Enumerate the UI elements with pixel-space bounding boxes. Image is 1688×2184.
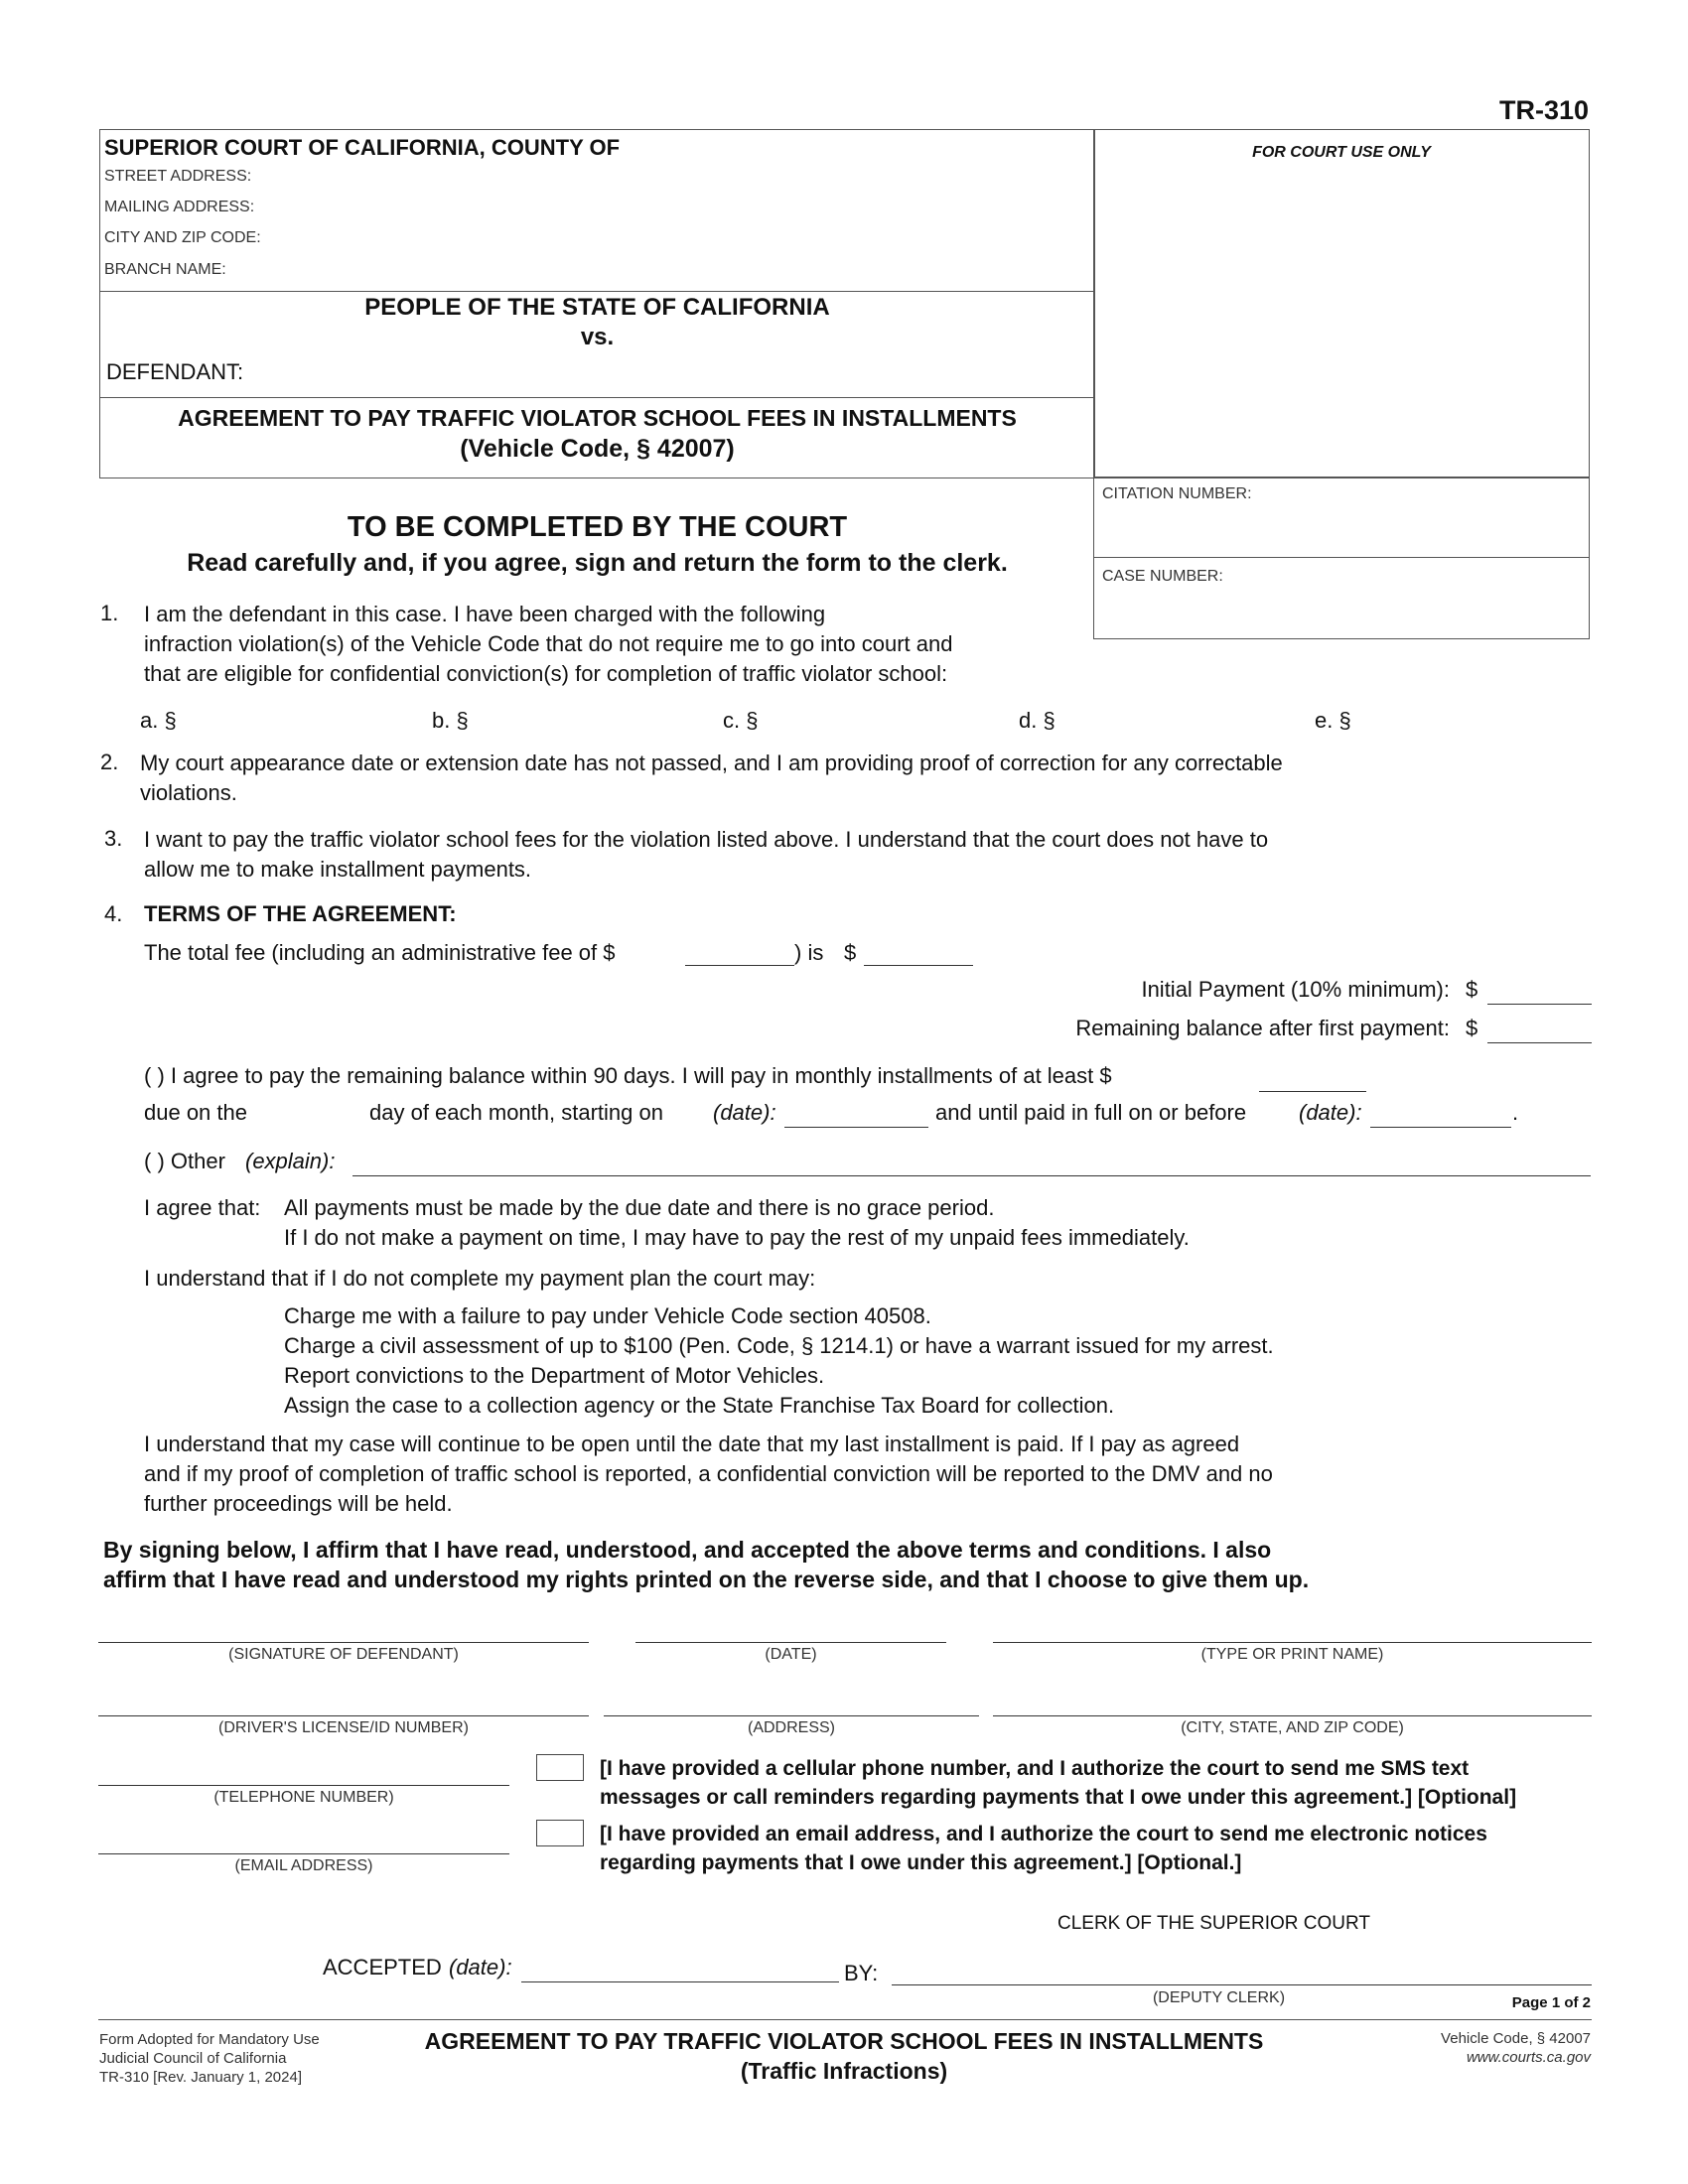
- period: .: [1512, 1100, 1519, 1125]
- telephone-line[interactable]: [98, 1785, 509, 1786]
- footer-title: AGREEMENT TO PAY TRAFFIC VIOLATOR SCHOOL FEES IN INSTALLMENTS: [424, 2028, 1264, 2054]
- installment-amount-line[interactable]: [1259, 1091, 1366, 1092]
- form-title: AGREEMENT TO PAY TRAFFIC VIOLATOR SCHOOL FEES IN INSTALLMENTS: [178, 405, 1017, 431]
- text-line: I understand that my case will continue to be open until the date that my last installment is paid. If I pay as agreed: [144, 1432, 1240, 1456]
- violation-c: c. §: [723, 708, 759, 733]
- date-line[interactable]: [635, 1642, 946, 1643]
- footer-divider: [98, 2019, 1592, 2020]
- affirm-text: [103, 1535, 1309, 1594]
- court-use-box: [1093, 129, 1590, 478]
- text-line: [I have provided a cellular phone number, and I authorize the court to send me SMS text: [600, 1757, 1470, 1780]
- start-date-line[interactable]: [784, 1127, 928, 1128]
- admin-fee-line[interactable]: [685, 965, 794, 966]
- item-1-text: [144, 600, 952, 689]
- text-line: My court appearance date or extension date has not passed, and I am providing proof of correction for any correctable: [140, 751, 1283, 775]
- branch-name-label: BRANCH NAME:: [104, 261, 226, 278]
- item-number: 4.: [104, 901, 123, 926]
- explain-line[interactable]: [352, 1175, 1591, 1176]
- signature-caption: (SIGNATURE OF DEFENDANT): [228, 1646, 459, 1663]
- divider: [1093, 557, 1590, 558]
- city-caption: (CITY, STATE, AND ZIP CODE): [1181, 1719, 1404, 1736]
- email-line[interactable]: [98, 1853, 509, 1854]
- text-line: and if my proof of completion of traffic school is reported, a confidential conviction will be reported to the DMV and no: [144, 1461, 1273, 1486]
- court-use-label: FOR COURT USE ONLY: [1252, 144, 1431, 161]
- text-line: infraction violation(s) of the Vehicle Code that do not require me to go into court and: [144, 631, 953, 656]
- item-number: 1.: [100, 601, 119, 625]
- violation-d: d. §: [1019, 708, 1055, 733]
- text-line: regarding payments that I owe under this agreement.] [Optional.]: [600, 1851, 1242, 1874]
- text-line: [I have provided an email address, and I authorize the court to send me electronic notices: [600, 1823, 1487, 1845]
- item-3-text: [144, 825, 1268, 885]
- item-2-text: [140, 749, 1283, 808]
- section-heading: TO BE COMPLETED BY THE COURT: [347, 511, 848, 543]
- due-on-label: due on the: [144, 1100, 247, 1125]
- text-line: that are eligible for confidential conviction(s) for completion of traffic violator school:: [144, 661, 948, 686]
- text-line: By signing below, I affirm that I have read, understood, and accepted the above terms and conditions. I also: [103, 1537, 1272, 1563]
- page-number: Page 1 of 2: [1511, 1994, 1591, 2011]
- date-caption: (DATE): [765, 1646, 817, 1663]
- total-fee-line[interactable]: [864, 965, 973, 966]
- remaining-balance-label: Remaining balance after first payment:: [1075, 1016, 1450, 1040]
- list-item: Assign the case to a collection agency or the State Franchise Tax Board for collection.: [284, 1393, 1115, 1418]
- print-name-line[interactable]: [993, 1642, 1592, 1643]
- print-name-caption: (TYPE OR PRINT NAME): [1200, 1646, 1384, 1663]
- case-open-text: [144, 1430, 1273, 1519]
- sms-consent-checkbox[interactable]: [536, 1754, 584, 1781]
- email-consent-text: [600, 1820, 1487, 1877]
- footer-code: Vehicle Code, § 42007: [1441, 2030, 1591, 2047]
- mailing-address-label: MAILING ADDRESS:: [104, 199, 255, 215]
- text-line: Judicial Council of California: [99, 2050, 287, 2067]
- until-paid-label: and until paid in full on or before: [935, 1100, 1247, 1125]
- email-consent-checkbox[interactable]: [536, 1820, 584, 1846]
- accepted-date-label: (date):: [449, 1955, 512, 1979]
- text-line: violations.: [140, 780, 237, 805]
- understand-label: I understand that if I do not complete my payment plan the court may:: [144, 1266, 816, 1291]
- divider: [99, 291, 1095, 292]
- day-of-month-label: day of each month, starting on: [369, 1100, 663, 1125]
- citation-number-label: CITATION NUMBER:: [1102, 485, 1252, 502]
- list-item: Charge a civil assessment of up to $100 (Pen. Code, § 1214.1) or have a warrant issued for my arrest.: [284, 1333, 1274, 1358]
- remaining-balance-line[interactable]: [1487, 1042, 1592, 1043]
- case-number-label: CASE NUMBER:: [1102, 568, 1223, 585]
- defendant-label: DEFENDANT:: [106, 359, 244, 384]
- text-line: allow me to make installment payments.: [144, 857, 532, 882]
- initial-payment-line[interactable]: [1487, 1004, 1592, 1005]
- item-number: 3.: [104, 826, 123, 851]
- footer-subtitle: (Traffic Infractions): [740, 2058, 948, 2084]
- section-subheading: Read carefully and, if you agree, sign and return the form to the clerk.: [187, 549, 1008, 577]
- consequence-list: [284, 1301, 1274, 1421]
- end-date-line[interactable]: [1370, 1127, 1511, 1128]
- city-line[interactable]: [993, 1715, 1592, 1716]
- court-title: SUPERIOR COURT OF CALIFORNIA, COUNTY OF: [104, 135, 621, 160]
- violation-e: e. §: [1315, 708, 1351, 733]
- footer-website[interactable]: www.courts.ca.gov: [1466, 2049, 1591, 2066]
- agree-text: All payments must be made by the due date and there is no grace period.: [284, 1195, 995, 1220]
- deputy-clerk-line[interactable]: [892, 1984, 1592, 1985]
- address-caption: (ADDRESS): [747, 1719, 835, 1736]
- form-title-code: (Vehicle Code, § 42007): [460, 435, 735, 463]
- deputy-clerk-caption: (DEPUTY CLERK): [1152, 1989, 1286, 2006]
- initial-payment-label: Initial Payment (10% minimum):: [1141, 977, 1450, 1002]
- address-line[interactable]: [604, 1715, 979, 1716]
- people-title: PEOPLE OF THE STATE OF CALIFORNIA: [364, 294, 830, 321]
- text-line: I want to pay the traffic violator school fees for the violation listed above. I understand that the court does not have to: [144, 827, 1269, 852]
- dollar-sign: $: [844, 940, 857, 965]
- date-label: (date):: [713, 1100, 776, 1125]
- clerk-heading: CLERK OF THE SUPERIOR COURT: [1057, 1913, 1370, 1934]
- text-line: affirm that I have read and understood my rights printed on the reverse side, and that I choose to give them up.: [103, 1567, 1310, 1592]
- violation-b: b. §: [432, 708, 469, 733]
- text-line: further proceedings will be held.: [144, 1491, 453, 1516]
- dollar-sign: $: [1466, 1016, 1478, 1040]
- text-line: Form Adopted for Mandatory Use: [99, 2031, 320, 2048]
- violation-a: a. §: [140, 708, 177, 733]
- agree-label: I agree that:: [144, 1195, 261, 1220]
- explain-label: (explain):: [245, 1149, 336, 1173]
- vs-label: vs.: [580, 324, 615, 350]
- total-fee-label: The total fee (including an administrative fee of $: [144, 940, 616, 965]
- accepted-label: ACCEPTED: [323, 1955, 442, 1979]
- adoption-info: [99, 2030, 320, 2087]
- text-line: messages or call reminders regarding payments that I owe under this agreement.] [Optional]: [600, 1786, 1517, 1809]
- sms-consent-text: [600, 1754, 1516, 1812]
- telephone-caption: (TELEPHONE NUMBER): [213, 1789, 394, 1806]
- license-line[interactable]: [98, 1715, 589, 1716]
- list-item: Charge me with a failure to pay under Vehicle Code section 40508.: [284, 1303, 931, 1328]
- divider: [99, 397, 1095, 398]
- date-label: (date):: [1299, 1100, 1362, 1125]
- email-caption: (EMAIL ADDRESS): [234, 1857, 373, 1874]
- signature-line[interactable]: [98, 1642, 589, 1643]
- text-line: I am the defendant in this case. I have been charged with the following: [144, 602, 826, 626]
- by-label: BY:: [844, 1961, 879, 1985]
- text-line: TR-310 [Rev. January 1, 2024]: [99, 2069, 302, 2086]
- option-other[interactable]: ( ) Other: [144, 1149, 225, 1173]
- city-zip-label: CITY AND ZIP CODE:: [104, 229, 261, 246]
- dollar-sign: $: [1466, 977, 1478, 1002]
- item-number: 2.: [100, 750, 119, 774]
- form-id: TR-310: [1498, 95, 1589, 125]
- total-fee-is: ) is: [794, 940, 824, 965]
- street-address-label: STREET ADDRESS:: [104, 168, 252, 185]
- agree-text: If I do not make a payment on time, I may have to pay the rest of my unpaid fees immediately.: [284, 1225, 1190, 1250]
- license-caption: (DRIVER'S LICENSE/ID NUMBER): [218, 1719, 469, 1736]
- list-item: Report convictions to the Department of Motor Vehicles.: [284, 1363, 825, 1388]
- accepted-date-line[interactable]: [521, 1981, 839, 1982]
- terms-heading: TERMS OF THE AGREEMENT:: [144, 901, 457, 926]
- option-90-days[interactable]: ( ) I agree to pay the remaining balance within 90 days. I will pay in monthly installments of at least $: [144, 1063, 1112, 1088]
